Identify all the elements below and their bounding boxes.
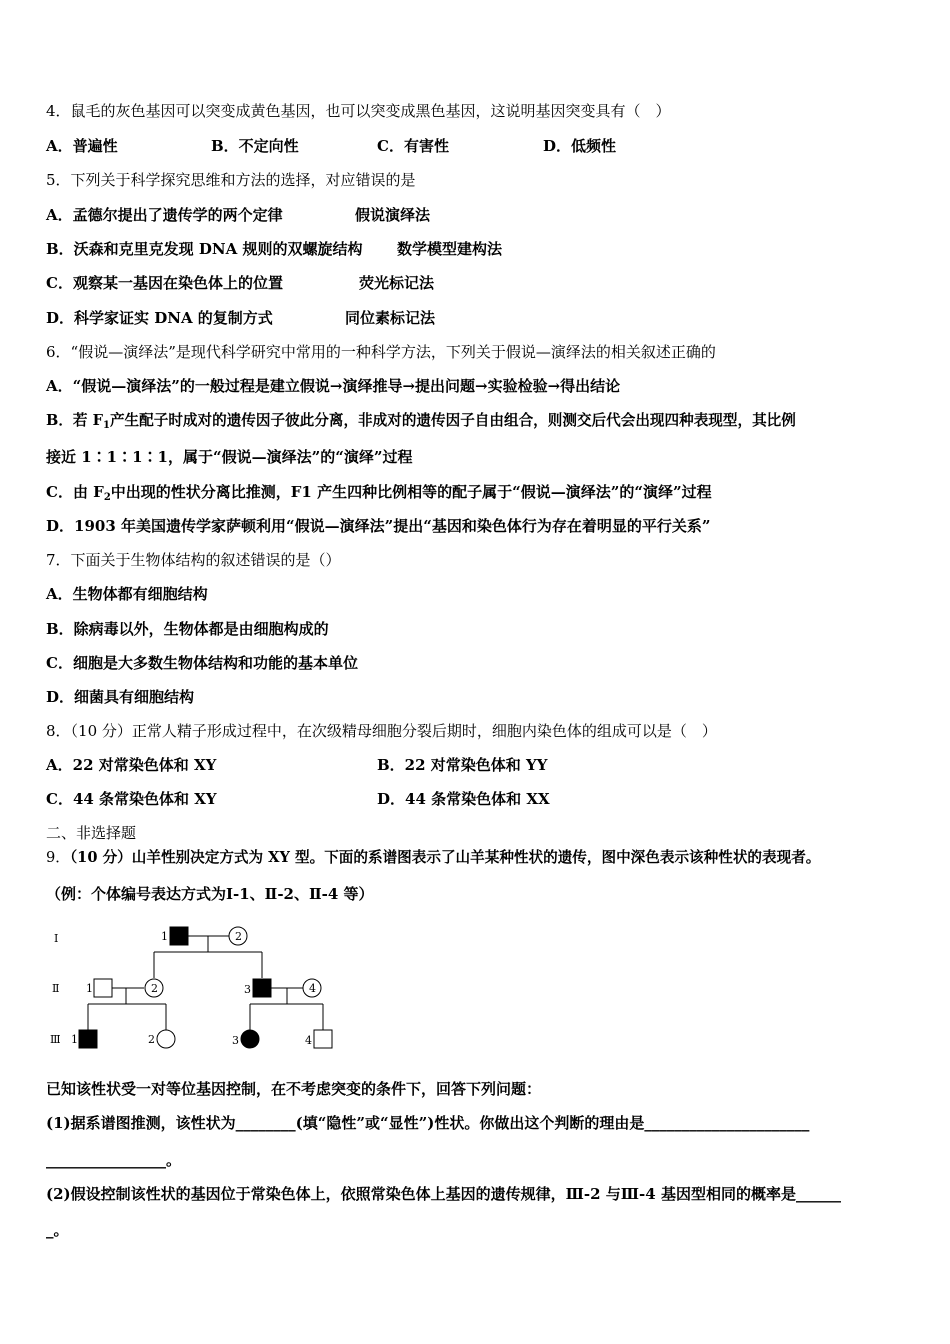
id-label-II1: 1: [86, 982, 93, 995]
q6-option-b-sub: 1: [102, 420, 110, 431]
q5-option-b-method: 数学模型建构法: [397, 240, 503, 258]
id-label-I1: 1: [161, 930, 168, 943]
q7-option-b: B．除病毒以外，生物体都是由细胞构成的: [46, 620, 329, 638]
q5-option-c-label: C．观察某一基因在染色体上的位置: [46, 274, 283, 292]
q9-stem: [46, 848, 820, 868]
q8-number: 8．: [46, 722, 71, 740]
q6-number: 6．: [46, 343, 71, 361]
individual-III1: [79, 1030, 97, 1048]
section-heading: 二、非选择题: [46, 824, 137, 842]
q4-option-d: D．低频性: [543, 137, 617, 155]
q5-number: 5．: [46, 171, 71, 189]
q5-stem-text: 下列关于科学探究思维和方法的选择，对应错误的是: [70, 171, 416, 189]
q8-option-d: D．44 条常染色体和 XX: [377, 790, 550, 808]
individual-II1: [94, 979, 112, 997]
q7-option-d: D．细菌具有细胞结构: [46, 688, 195, 706]
individual-III4: [314, 1030, 332, 1048]
gen-label-III: Ⅲ: [50, 1033, 61, 1046]
q4-option-a: A．普遍性: [46, 137, 118, 155]
q5-stem: [46, 170, 416, 190]
q8-option-c: C．44 条常染色体和 XY: [46, 790, 217, 808]
q5-option-d-label: D．科学家证实 DNA 的复制方式: [46, 309, 273, 327]
id-label-II3: 3: [244, 983, 251, 996]
q7-stem-text: 下面关于生物体结构的叙述错误的是（）: [70, 551, 341, 569]
q7-stem: [46, 550, 341, 570]
q6-option-b-pre: B．若 F: [46, 412, 103, 429]
q9-part1-line1: (1)据系谱图推测，该性状为________(填“隐性”或“显性”)性状。你做出这个判断的理由是______________________: [46, 1114, 810, 1132]
q9-part1-line2: ________________。: [46, 1151, 182, 1169]
q8-stem: [46, 721, 717, 741]
pedigree-chart: [46, 920, 346, 1055]
q9-part2-line2: _。: [46, 1221, 69, 1239]
q8-stem-text: （10 分）正常人精子形成过程中，在次级精母细胞分裂后期时，细胞内染色体的组成可以是（ ）: [70, 722, 717, 740]
individual-I1: [170, 927, 188, 945]
q6-option-c-pre: C．由 F: [46, 483, 104, 501]
individual-III2: [157, 1030, 175, 1048]
q6-stem: [46, 342, 716, 362]
q9-part2-line1: (2)假设控制该性状的基因位于常染色体上，依照常染色体上基因的遗传规律，Ⅲ-2 与Ⅲ-4 基因型相同的概率是______: [46, 1185, 841, 1203]
q4-option-c: C．有害性: [377, 137, 449, 155]
q7-option-c: C．细胞是大多数生物体结构和功能的基本单位: [46, 654, 358, 672]
q6-option-b-line2: 接近 1∶1∶1∶1，属于“假说—演绎法”的“演绎”过程: [46, 448, 413, 466]
individual-III3: [241, 1030, 259, 1048]
q6-option-c-sub: 2: [103, 492, 111, 503]
q5-option-a-label: A．孟德尔提出了遗传学的两个定律: [46, 206, 283, 224]
q6-option-c: [46, 482, 712, 502]
q5-option-b-label: B．沃森和克里克发现 DNA 规则的双螺旋结构: [46, 240, 363, 258]
q9-stem-text: （10 分）山羊性别决定方式为 XY 型。下面的系谱图表示了山羊某种性状的遗传，图中深色表示该种性状的表现者。: [69, 849, 821, 866]
gen-label-II: Ⅱ: [52, 982, 60, 995]
id-label-III2: 2: [148, 1033, 155, 1046]
individual-II3: [253, 979, 271, 997]
q8-option-b: B．22 对常染色体和 YY: [377, 756, 548, 774]
q6-option-b-line1: [46, 411, 796, 431]
q9-note: （例：个体编号表达方式为Ⅰ-1、Ⅱ-2、Ⅱ-4 等）: [46, 885, 374, 903]
q6-option-a: A．“假说—演绎法”的一般过程是建立假说→演绎推导→提出问题→实验检验→得出结论: [46, 377, 621, 395]
q7-number: 7．: [46, 551, 71, 569]
q5-option-c-method: 荧光标记法: [359, 274, 435, 292]
gen-label-I: Ⅰ: [54, 932, 59, 945]
q4-stem: [46, 101, 671, 121]
q4-stem-text: 鼠毛的灰色基因可以突变成黄色基因，也可以突变成黑色基因，这说明基因突变具有（ ）: [70, 102, 671, 120]
q9-number: 9．: [46, 849, 70, 866]
q4-number: 4．: [46, 102, 71, 120]
q6-option-d: D．1903 年美国遗传学家萨顿利用“假说—演绎法”提出“基因和染色体行为存在着明显的平行关系”: [46, 517, 711, 535]
id-label-I2: 2: [235, 930, 242, 943]
q6-option-b-post: 产生配子时成对的遗传因子彼此分离，非成对的遗传因子自由组合，则测交后代会出现四种表现型，其比例: [109, 412, 796, 429]
id-label-II2: 2: [151, 982, 158, 995]
q6-option-c-post: 中出现的性状分离比推测，F1 产生四种比例相等的配子属于“假说—演绎法”的“演绎”过程: [110, 483, 712, 501]
q4-option-b: B．不定向性: [211, 137, 299, 155]
id-label-III3: 3: [232, 1034, 239, 1047]
id-label-II4: 4: [309, 982, 316, 995]
q8-option-a: A．22 对常染色体和 XY: [46, 756, 217, 774]
id-label-III4: 4: [305, 1034, 312, 1047]
q9-intro: 已知该性状受一对等位基因控制，在不考虑突变的条件下，回答下列问题：: [46, 1080, 542, 1098]
q5-option-d-method: 同位素标记法: [345, 309, 436, 327]
q6-stem-text: “假说—演绎法”是现代科学研究中常用的一种科学方法，下列关于假说—演绎法的相关叙述正确的: [70, 343, 716, 361]
q5-option-a-method: 假说演绎法: [355, 206, 431, 224]
q7-option-a: A．生物体都有细胞结构: [46, 585, 208, 603]
id-label-III1: 1: [71, 1033, 78, 1046]
